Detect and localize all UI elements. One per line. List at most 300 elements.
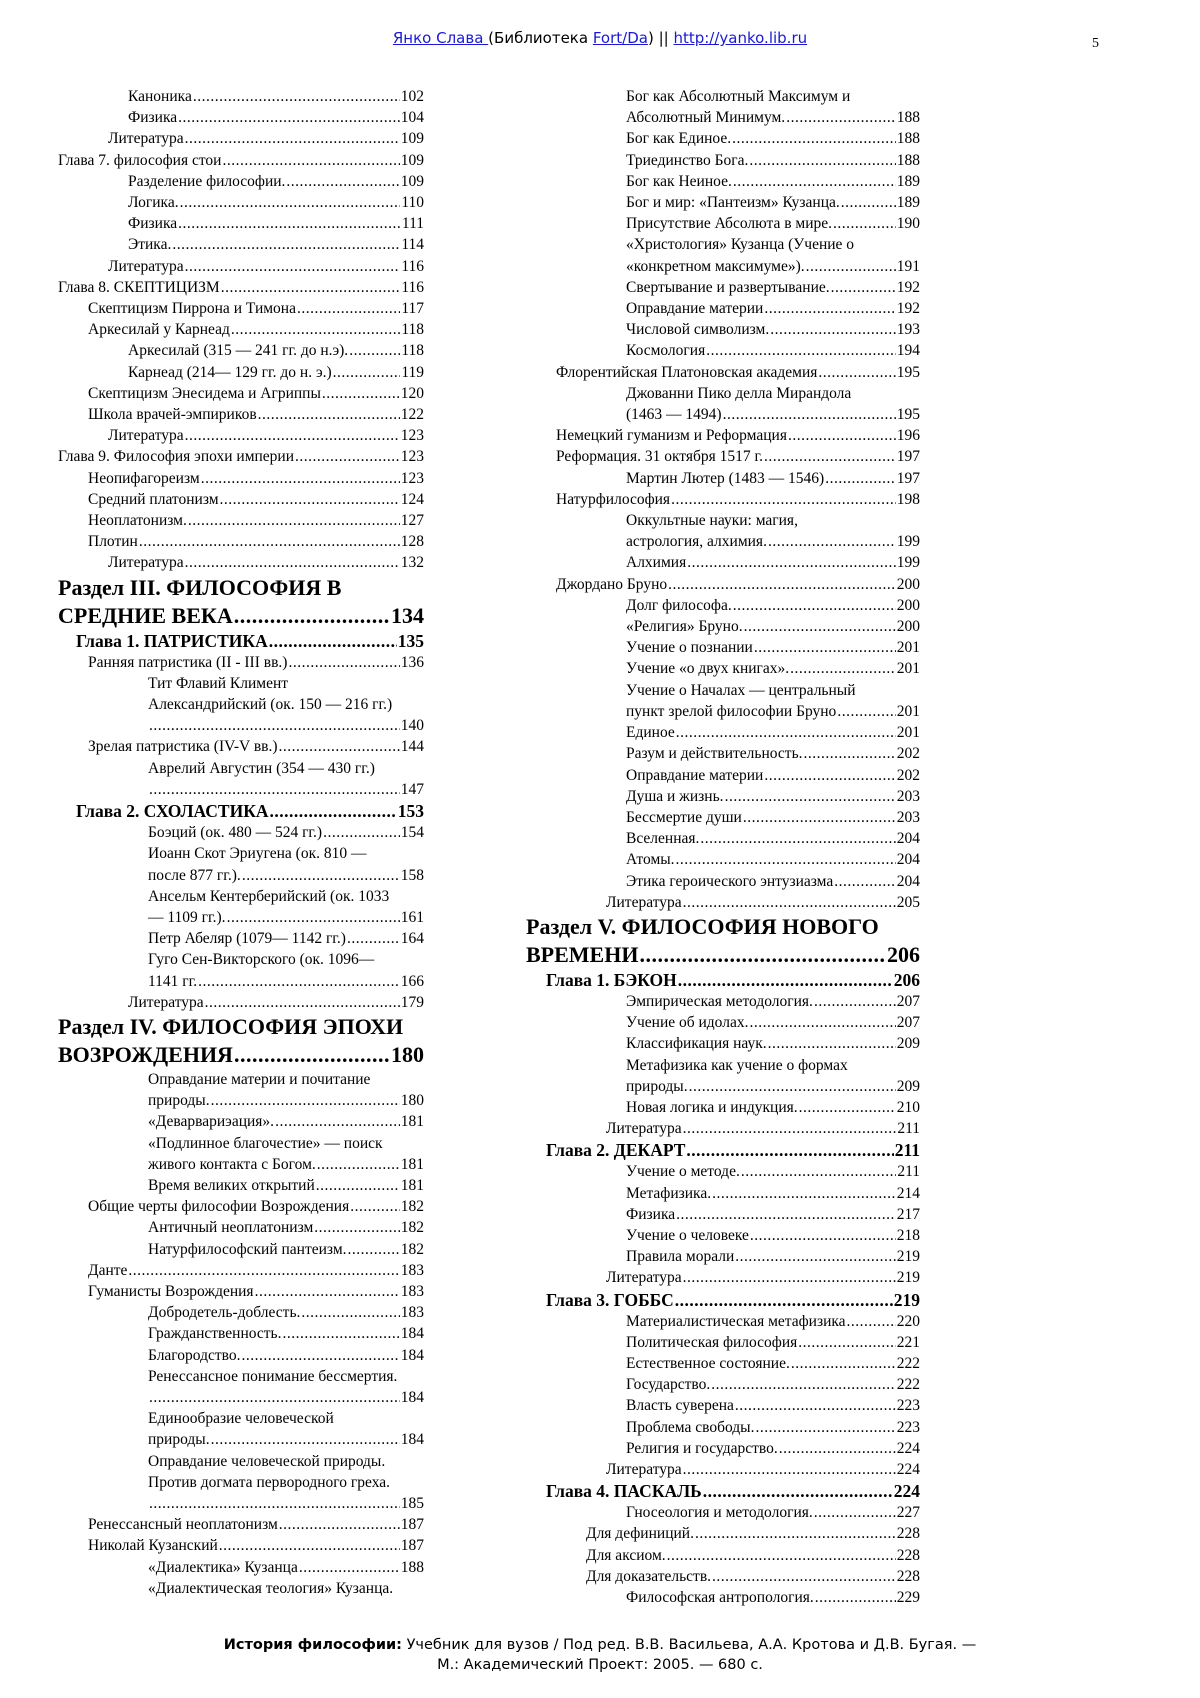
toc-entry[interactable] bbox=[58, 319, 424, 340]
toc-dot-leader bbox=[841, 192, 896, 213]
toc-entry[interactable] bbox=[526, 552, 920, 573]
toc-entry-line: Оправдание материи и почитание bbox=[148, 1070, 371, 1088]
toc-dot-leader bbox=[231, 319, 400, 340]
toc-dot-leader bbox=[221, 277, 401, 298]
toc-section-heading[interactable] bbox=[526, 941, 920, 969]
toc-entry[interactable] bbox=[58, 362, 424, 383]
toc-dot-leader bbox=[764, 765, 895, 786]
toc-entry-title: Абсолютный Минимум. bbox=[626, 109, 786, 127]
toc-entry-title: Учение о человеке bbox=[626, 1226, 749, 1244]
toc-entry-title: Присутствие Абсолюта в мире. bbox=[626, 215, 832, 233]
toc-entry[interactable] bbox=[526, 1523, 920, 1544]
toc-entry[interactable] bbox=[58, 192, 424, 213]
toc-entry[interactable] bbox=[526, 319, 920, 340]
toc-page-number: 134 bbox=[391, 602, 424, 628]
toc-entry[interactable] bbox=[526, 1267, 920, 1288]
toc-entry[interactable] bbox=[526, 1332, 920, 1353]
toc-entry[interactable] bbox=[526, 468, 920, 489]
toc-entry[interactable] bbox=[526, 765, 920, 786]
toc-dot-leader bbox=[732, 128, 896, 149]
toc-entry-title: Оправдание материи bbox=[626, 766, 764, 784]
toc-entry-title: Государство. bbox=[626, 1376, 711, 1394]
page-header bbox=[0, 28, 1200, 48]
toc-entry[interactable] bbox=[58, 128, 424, 149]
toc-page-number: 119 bbox=[401, 363, 424, 381]
toc-entry-title: Естественное состояние. bbox=[626, 1354, 790, 1372]
toc-page-number: 207 bbox=[896, 992, 920, 1010]
toc-page-number: 190 bbox=[896, 215, 920, 233]
toc-entry-line: Гуго Сен-Викторского (ок. 1096— bbox=[148, 951, 375, 969]
toc-entry-title: Зрелая патристика (IV-V вв.) bbox=[88, 738, 278, 756]
toc-entry-title: «Диалектика» Кузанца bbox=[148, 1558, 298, 1576]
toc-dot-leader bbox=[258, 404, 400, 425]
toc-entry[interactable] bbox=[526, 701, 920, 722]
toc-dot-leader bbox=[683, 1118, 897, 1139]
toc-entry-title: Правила морали bbox=[626, 1248, 735, 1266]
toc-chapter-entry[interactable] bbox=[526, 969, 920, 991]
toc-entry[interactable] bbox=[58, 779, 424, 800]
toc-entry[interactable] bbox=[58, 1302, 424, 1323]
toc-entry[interactable] bbox=[526, 786, 920, 807]
toc-entry[interactable] bbox=[526, 1076, 920, 1097]
toc-entry[interactable] bbox=[58, 277, 424, 298]
toc-dot-leader bbox=[676, 1204, 896, 1225]
toc-entry[interactable] bbox=[58, 340, 424, 361]
toc-entry[interactable] bbox=[58, 971, 424, 992]
toc-entry-title: Оправдание материи bbox=[626, 300, 764, 318]
library-label: (Библиотека bbox=[488, 29, 593, 47]
toc-entry-title: Бессмертие души bbox=[626, 808, 742, 826]
toc-dot-leader bbox=[779, 1438, 896, 1459]
toc-entry[interactable] bbox=[526, 340, 920, 361]
toc-entry[interactable] bbox=[526, 1118, 920, 1139]
toc-entry-line: «Христология» Кузанца (Учение о bbox=[626, 236, 855, 254]
toc-entry[interactable] bbox=[58, 1090, 424, 1111]
toc-entry[interactable] bbox=[526, 871, 920, 892]
toc-page-number: 192 bbox=[896, 300, 920, 318]
toc-entry[interactable] bbox=[58, 256, 424, 277]
toc-entry-title: Глава 8. СКЕПТИЦИЗМ bbox=[58, 278, 220, 296]
toc-entry-title: Добродетель-доблесть. bbox=[148, 1304, 301, 1322]
toc-entry-line: Против догмата первородного греха. bbox=[148, 1473, 390, 1491]
toc-entry-title: Для дефиниций. bbox=[586, 1525, 694, 1543]
toc-entry[interactable] bbox=[58, 1514, 424, 1535]
toc-entry[interactable] bbox=[526, 1097, 920, 1118]
toc-entry[interactable] bbox=[526, 1012, 920, 1033]
toc-entry-title: Время великих открытий bbox=[148, 1176, 315, 1194]
toc-dot-leader bbox=[299, 1557, 400, 1578]
toc-dot-leader bbox=[347, 928, 400, 949]
toc-page-number: 109 bbox=[400, 151, 424, 169]
toc-dot-leader bbox=[818, 362, 895, 383]
toc-dot-leader bbox=[678, 969, 893, 991]
toc-entry[interactable] bbox=[526, 1033, 920, 1054]
toc-page-number: 184 bbox=[400, 1346, 424, 1364]
toc-entry-title: Единое bbox=[626, 724, 675, 742]
toc-entry-line: Оправдание человеческой природы. bbox=[148, 1452, 386, 1470]
toc-entry[interactable] bbox=[526, 1502, 920, 1523]
toc-dot-leader bbox=[733, 171, 896, 192]
toc-entry-title: Скептицизм Пиррона и Тимона bbox=[88, 300, 296, 318]
toc-entry[interactable] bbox=[58, 1239, 424, 1260]
toc-entry[interactable] bbox=[58, 715, 424, 736]
toc-dot-leader bbox=[741, 1161, 896, 1182]
toc-entry[interactable] bbox=[526, 1438, 920, 1459]
toc-entry[interactable] bbox=[526, 574, 920, 595]
toc-entry-title: Каноника bbox=[128, 88, 192, 105]
toc-entry[interactable] bbox=[58, 907, 424, 928]
toc-entry[interactable] bbox=[526, 743, 920, 764]
toc-entry[interactable] bbox=[58, 992, 424, 1013]
toc-page-number: 154 bbox=[400, 824, 424, 842]
toc-entry[interactable] bbox=[526, 1225, 920, 1246]
toc-dot-leader bbox=[764, 298, 895, 319]
toc-page-number: 224 bbox=[893, 1481, 920, 1502]
toc-page-number: 102 bbox=[400, 88, 424, 105]
toc-entry[interactable] bbox=[58, 531, 424, 552]
toc-entry-line: «Подлинное благочестие» — поиск bbox=[148, 1134, 383, 1152]
toc-dot-leader bbox=[188, 510, 400, 531]
toc-entry[interactable] bbox=[526, 1587, 920, 1608]
toc-entry-title: Литература bbox=[606, 893, 682, 911]
toc-page-number: 206 bbox=[887, 941, 920, 967]
toc-dot-leader bbox=[786, 107, 896, 128]
toc-page-number: 214 bbox=[896, 1184, 920, 1202]
toc-dot-leader bbox=[205, 992, 400, 1013]
toc-page-number: 217 bbox=[896, 1205, 920, 1223]
toc-entry-title: астрология, алхимия. bbox=[626, 533, 767, 551]
toc-entry-title: ВРЕМЕНИ bbox=[526, 941, 639, 967]
toc-entry-title: Разум и действительность. bbox=[626, 745, 803, 763]
toc-entry[interactable] bbox=[58, 652, 424, 673]
toc-page-number: 228 bbox=[896, 1525, 920, 1543]
toc-dot-leader bbox=[288, 652, 399, 673]
toc-entry-title: Проблема свободы. bbox=[626, 1418, 755, 1436]
toc-entry-title: Материалистическая метафизика bbox=[626, 1312, 846, 1330]
toc-entry[interactable] bbox=[526, 1566, 920, 1587]
toc-page-number: 114 bbox=[401, 236, 424, 254]
toc-entry[interactable] bbox=[526, 1246, 920, 1267]
toc-entry[interactable] bbox=[58, 1281, 424, 1302]
toc-dot-leader bbox=[768, 531, 896, 552]
toc-dot-leader bbox=[255, 1281, 400, 1302]
toc-entry-title: Философская антропология. bbox=[626, 1589, 814, 1606]
toc-entry[interactable] bbox=[526, 1545, 920, 1566]
toc-dot-leader bbox=[185, 552, 400, 573]
toc-entry-title: Реформация. 31 октября 1517 г. bbox=[556, 448, 763, 466]
toc-page-number: 187 bbox=[400, 1516, 424, 1534]
toc-entry[interactable] bbox=[526, 107, 920, 128]
toc-page-number: 206 bbox=[893, 969, 920, 990]
toc-dot-leader bbox=[815, 1587, 896, 1608]
toc-chapter-entry[interactable] bbox=[526, 1289, 920, 1311]
header-separator: ) || bbox=[647, 29, 674, 47]
toc-dot-leader bbox=[639, 941, 886, 969]
toc-entry-title: Глава 4. ПАСКАЛЬ bbox=[546, 1481, 702, 1502]
toc-entry[interactable] bbox=[58, 1429, 424, 1450]
toc-entry-title: Бог как Единое. bbox=[626, 130, 732, 148]
toc-entry[interactable] bbox=[58, 468, 424, 489]
toc-entry-title: Числовой символизм. bbox=[626, 321, 770, 339]
toc-page-number: 120 bbox=[400, 384, 424, 402]
toc-entry-title: Учение о методе. bbox=[626, 1163, 740, 1181]
toc-entry[interactable] bbox=[526, 849, 920, 870]
toc-page-number: 191 bbox=[896, 257, 920, 275]
toc-page-number: 220 bbox=[896, 1312, 920, 1330]
toc-entry[interactable] bbox=[58, 425, 424, 446]
toc-entry[interactable] bbox=[58, 1387, 424, 1408]
toc-entry[interactable] bbox=[526, 213, 920, 234]
toc-dot-leader bbox=[837, 701, 895, 722]
toc-entry[interactable] bbox=[526, 150, 920, 171]
toc-section-heading[interactable] bbox=[58, 602, 424, 630]
toc-entry[interactable] bbox=[58, 489, 424, 510]
toc-page-number: 111 bbox=[401, 215, 424, 233]
toc-entry[interactable] bbox=[526, 722, 920, 743]
toc-entry[interactable] bbox=[526, 1204, 920, 1225]
author-link[interactable]: Янко Слава bbox=[392, 29, 489, 47]
toc-page-number: 203 bbox=[896, 787, 920, 805]
toc-entry[interactable] bbox=[58, 1111, 424, 1132]
toc-entry[interactable] bbox=[526, 1183, 920, 1204]
toc-entry-title: Аркесилай у Карнеад bbox=[88, 321, 230, 339]
toc-chapter-entry[interactable] bbox=[58, 630, 424, 652]
toc-entry[interactable] bbox=[58, 1323, 424, 1344]
toc-entry-title: Глава 2. ДЕКАРТ bbox=[546, 1140, 686, 1161]
toc-dot-leader bbox=[695, 1523, 896, 1544]
toc-page-number: 219 bbox=[896, 1269, 920, 1287]
toc-page-number: 180 bbox=[391, 1041, 424, 1067]
toc-entry-title: Гражданственность. bbox=[148, 1325, 282, 1343]
toc-chapter-entry[interactable] bbox=[526, 1139, 920, 1161]
toc-dot-leader bbox=[333, 362, 401, 383]
toc-entry[interactable] bbox=[58, 107, 424, 128]
toc-entry[interactable] bbox=[58, 150, 424, 171]
toc-entry[interactable] bbox=[526, 1459, 920, 1480]
toc-dot-leader bbox=[301, 1302, 399, 1323]
toc-page-number: 123 bbox=[400, 448, 424, 466]
toc-page-number: 207 bbox=[896, 1014, 920, 1032]
toc-dot-leader bbox=[764, 446, 896, 467]
toc-entry[interactable] bbox=[58, 383, 424, 404]
toc-entry[interactable] bbox=[58, 1260, 424, 1281]
toc-dot-leader bbox=[348, 1239, 400, 1260]
toc-page-number: 166 bbox=[400, 972, 424, 990]
toc-dot-leader bbox=[297, 298, 400, 319]
toc-entry[interactable] bbox=[526, 1395, 920, 1416]
toc-dot-leader bbox=[755, 1417, 895, 1438]
toc-entry[interactable] bbox=[526, 531, 920, 552]
toc-page-number: 181 bbox=[400, 1113, 424, 1131]
toc-entry[interactable] bbox=[526, 892, 920, 913]
toc-entry[interactable] bbox=[58, 171, 424, 192]
toc-page-number: 118 bbox=[401, 342, 424, 360]
toc-entry[interactable] bbox=[58, 1175, 424, 1196]
toc-page-number: 109 bbox=[400, 130, 424, 148]
toc-dot-leader bbox=[703, 1480, 893, 1502]
toc-entry[interactable] bbox=[58, 1154, 424, 1175]
toc-page-number: 144 bbox=[400, 738, 424, 756]
toc-entry[interactable] bbox=[58, 404, 424, 425]
toc-entry-title: «конкретном максимуме»). bbox=[626, 257, 805, 275]
toc-entry[interactable] bbox=[526, 128, 920, 149]
toc-dot-leader bbox=[723, 404, 896, 425]
toc-dot-leader bbox=[234, 1041, 390, 1069]
toc-dot-leader bbox=[222, 150, 399, 171]
toc-entry[interactable] bbox=[526, 192, 920, 213]
toc-entry[interactable] bbox=[58, 928, 424, 949]
toc-dot-leader bbox=[322, 383, 400, 404]
toc-page-number: 223 bbox=[896, 1418, 920, 1436]
toc-entry[interactable] bbox=[58, 1196, 424, 1217]
toc-entry[interactable] bbox=[58, 865, 424, 886]
toc-page-number: 182 bbox=[400, 1240, 424, 1258]
site-url-link[interactable]: http://yanko.lib.ru bbox=[673, 29, 808, 47]
toc-dot-leader bbox=[211, 1429, 400, 1450]
toc-dot-leader bbox=[735, 1246, 895, 1267]
toc-entry[interactable] bbox=[58, 234, 424, 255]
toc-page-number: 224 bbox=[896, 1439, 920, 1457]
toc-entry[interactable] bbox=[58, 552, 424, 573]
toc-entry[interactable] bbox=[58, 510, 424, 531]
toc-entry-title: Глава 3. ГОББС bbox=[546, 1289, 674, 1310]
toc-page-number: 211 bbox=[897, 1163, 920, 1181]
toc-entry[interactable] bbox=[526, 1353, 920, 1374]
toc-entry[interactable] bbox=[58, 1557, 424, 1578]
toc-page-number: 201 bbox=[896, 660, 920, 678]
toc-entry[interactable] bbox=[526, 595, 920, 616]
toc-entry[interactable] bbox=[526, 991, 920, 1012]
toc-dot-leader bbox=[733, 595, 896, 616]
toc-page-number: 199 bbox=[896, 533, 920, 551]
toc-page-number: 197 bbox=[896, 469, 920, 487]
toc-entry-title: Свертывание и развертывание. bbox=[626, 278, 830, 296]
toc-entry[interactable] bbox=[526, 658, 920, 679]
toc-entry-title: Неоплатонизм. bbox=[88, 512, 187, 530]
toc-chapter-entry[interactable] bbox=[526, 1480, 920, 1502]
toc-entry[interactable] bbox=[58, 1345, 424, 1366]
toc-entry-title: Ренессансный неоплатонизм bbox=[88, 1516, 278, 1534]
toc-entry[interactable] bbox=[526, 446, 920, 467]
toc-dot-leader bbox=[185, 425, 400, 446]
toc-page-number: 228 bbox=[896, 1567, 920, 1585]
toc-entry-title: Аркесилай (315 — 241 гг. до н.э). bbox=[128, 342, 349, 360]
toc-entry[interactable] bbox=[526, 807, 920, 828]
toc-entry[interactable] bbox=[58, 736, 424, 757]
toc-dot-leader bbox=[689, 1076, 896, 1097]
toc-page-number: 227 bbox=[896, 1504, 920, 1522]
toc-page-number: 181 bbox=[400, 1155, 424, 1173]
toc-dot-leader bbox=[725, 786, 896, 807]
toc-entry[interactable] bbox=[526, 298, 920, 319]
toc-entry[interactable] bbox=[526, 256, 920, 277]
toc-dot-leader bbox=[671, 489, 896, 510]
toc-entry[interactable] bbox=[526, 1311, 920, 1332]
toc-entry-title: Флорентийская Платоновская академия bbox=[556, 363, 818, 381]
toc-dot-leader bbox=[282, 1323, 399, 1344]
toc-right-column bbox=[526, 86, 920, 1608]
toc-page-number: 221 bbox=[896, 1333, 920, 1351]
toc-entry-title: Школа врачей-эмпириков bbox=[88, 406, 257, 424]
toc-chapter-entry[interactable] bbox=[58, 800, 424, 822]
toc-dot-leader bbox=[178, 213, 401, 234]
toc-entry-line: Учение о Началах — центральный bbox=[626, 681, 856, 699]
toc-entry-title: Учение «о двух книгах». bbox=[626, 660, 790, 678]
toc-entry[interactable] bbox=[58, 1217, 424, 1238]
toc-dot-leader bbox=[676, 849, 896, 870]
toc-dot-leader bbox=[211, 1090, 400, 1111]
toc-entry[interactable] bbox=[526, 1161, 920, 1182]
toc-page-number: 116 bbox=[401, 257, 424, 275]
toc-dot-leader bbox=[234, 602, 390, 630]
toc-entry[interactable] bbox=[526, 489, 920, 510]
toc-entry[interactable] bbox=[58, 446, 424, 467]
toc-entry[interactable] bbox=[526, 362, 920, 383]
toc-dot-leader bbox=[831, 277, 896, 298]
toc-dot-leader bbox=[149, 779, 400, 800]
toc-dot-leader bbox=[833, 213, 896, 234]
toc-dot-leader bbox=[814, 1502, 896, 1523]
toc-entry[interactable] bbox=[526, 171, 920, 192]
toc-entry[interactable] bbox=[58, 213, 424, 234]
toc-entry-line: Ансельм Кентерберийский (ок. 1033 bbox=[148, 887, 390, 905]
toc-entry[interactable] bbox=[58, 298, 424, 319]
toc-entry[interactable] bbox=[526, 1417, 920, 1438]
toc-entry-title: — 1109 гг.). bbox=[148, 908, 226, 926]
toc-dot-leader bbox=[712, 1566, 896, 1587]
toc-page-number: 184 bbox=[400, 1325, 424, 1343]
toc-entry-title: Космология bbox=[626, 342, 706, 360]
toc-entry[interactable] bbox=[526, 425, 920, 446]
toc-page-number: 202 bbox=[896, 745, 920, 763]
toc-entry-title: Античный неоплатонизм bbox=[148, 1219, 314, 1237]
toc-entry-line: Оккультные науки: магия, bbox=[626, 512, 798, 530]
toc-entry[interactable] bbox=[58, 822, 424, 843]
toc-entry-title: Натурфилософский пантеизм. bbox=[148, 1240, 347, 1258]
toc-page-number: 140 bbox=[400, 717, 424, 735]
toc-dot-leader bbox=[139, 531, 400, 552]
toc-entry[interactable] bbox=[526, 828, 920, 849]
toc-page-number: 209 bbox=[896, 1077, 920, 1095]
toc-entry-title: Неопифагореизм bbox=[88, 469, 200, 487]
toc-dot-leader bbox=[323, 822, 400, 843]
toc-entry[interactable] bbox=[58, 1493, 424, 1514]
toc-dot-leader bbox=[350, 1196, 400, 1217]
toc-dot-leader bbox=[668, 574, 896, 595]
toc-entry-title: Глава 1. БЭКОН bbox=[546, 969, 677, 990]
toc-dot-leader bbox=[220, 489, 400, 510]
toc-page-number: 147 bbox=[400, 780, 424, 798]
toc-entry-title: пункт зрелой философии Бруно bbox=[626, 702, 837, 720]
toc-entry[interactable] bbox=[526, 616, 920, 637]
toc-page-number: 211 bbox=[894, 1140, 920, 1161]
footer-book-title: История философии: bbox=[223, 1637, 402, 1653]
toc-entry[interactable] bbox=[526, 1374, 920, 1395]
toc-section-heading[interactable] bbox=[58, 1041, 424, 1069]
toc-page-number: 110 bbox=[401, 194, 424, 212]
toc-entry[interactable] bbox=[526, 637, 920, 658]
toc-entry-title: природы. bbox=[148, 1092, 210, 1110]
toc-entry-title: «Деварвариэация». bbox=[148, 1113, 275, 1131]
toc-entry[interactable] bbox=[526, 404, 920, 425]
toc-entry[interactable] bbox=[58, 86, 424, 107]
toc-entry[interactable] bbox=[526, 277, 920, 298]
toc-page-number: 197 bbox=[896, 448, 920, 466]
toc-page-number: 117 bbox=[401, 300, 424, 318]
toc-page-number: 183 bbox=[400, 1304, 424, 1322]
toc-entry[interactable] bbox=[58, 1535, 424, 1556]
library-link[interactable]: Fort/Da bbox=[592, 29, 648, 47]
